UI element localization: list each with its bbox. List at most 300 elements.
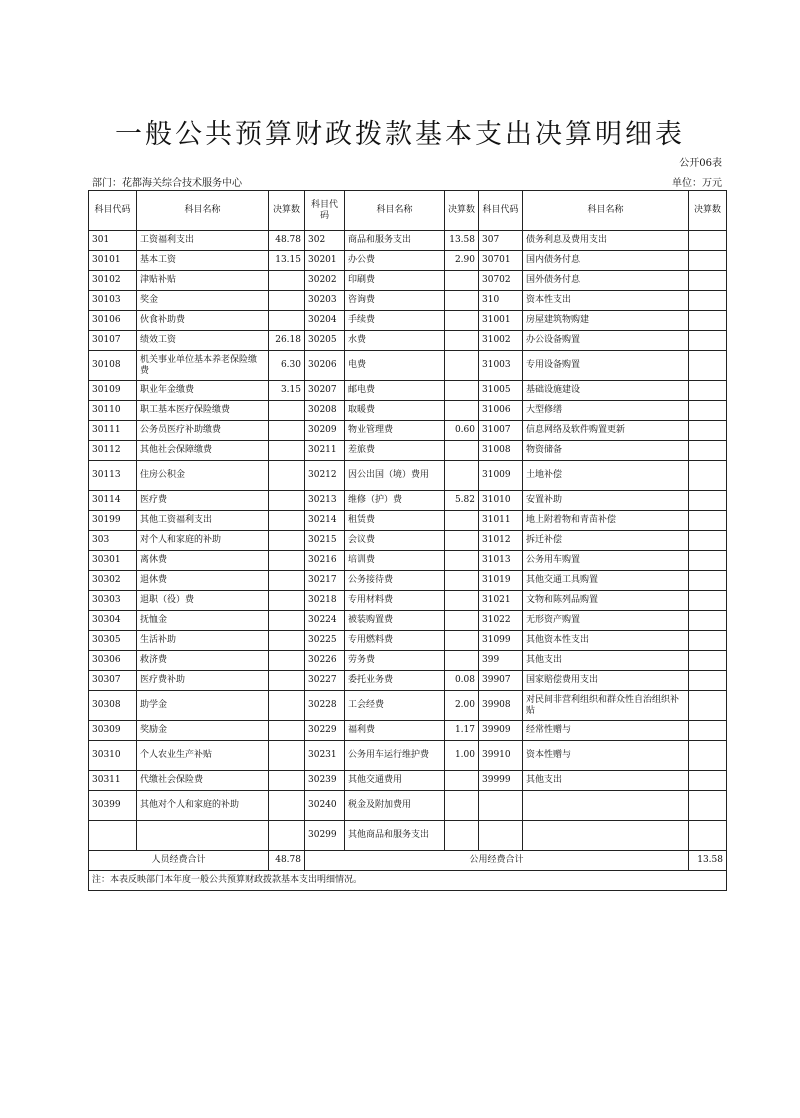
table-row bbox=[89, 771, 727, 791]
cell-name: 代缴社会保险费 bbox=[137, 771, 269, 791]
cell-code: 30239 bbox=[305, 771, 345, 791]
table-row bbox=[89, 231, 727, 251]
cell-amount bbox=[689, 351, 727, 381]
cell-amount bbox=[269, 611, 305, 631]
cell-code: 30108 bbox=[89, 351, 137, 381]
cell-amount bbox=[445, 821, 479, 851]
cell-code: 30209 bbox=[305, 421, 345, 441]
cell-amount bbox=[445, 511, 479, 531]
cell-amount: 5.82 bbox=[445, 491, 479, 511]
cell-name: 咨询费 bbox=[345, 291, 445, 311]
cell-code: 39909 bbox=[479, 721, 523, 741]
cell-amount bbox=[269, 401, 305, 421]
cell-amount bbox=[689, 511, 727, 531]
header-row bbox=[89, 191, 727, 231]
cell-amount bbox=[689, 821, 727, 851]
cell-code: 30299 bbox=[305, 821, 345, 851]
cell-name: 其他交通费用 bbox=[345, 771, 445, 791]
cell-name: 对民间非营利组织和群众性自治组织补贴 bbox=[523, 691, 689, 721]
cell-name: 培训费 bbox=[345, 551, 445, 571]
cell-amount: 2.00 bbox=[445, 691, 479, 721]
table-row bbox=[89, 511, 727, 531]
cell-amount bbox=[445, 591, 479, 611]
department-label: 部门：花都海关综合技术服务中心 bbox=[92, 178, 242, 189]
cell-code: 31010 bbox=[479, 491, 523, 511]
cell-name: 伙食补助费 bbox=[137, 311, 269, 331]
cell-name: 救济费 bbox=[137, 651, 269, 671]
cell-name: 其他商品和服务支出 bbox=[345, 821, 445, 851]
cell-amount bbox=[269, 511, 305, 531]
cell-amount bbox=[445, 771, 479, 791]
cell-code: 30213 bbox=[305, 491, 345, 511]
cell-name: 债务利息及费用支出 bbox=[523, 231, 689, 251]
cell-amount bbox=[689, 251, 727, 271]
cell-amount bbox=[689, 231, 727, 251]
cell-name: 商品和服务支出 bbox=[345, 231, 445, 251]
cell-code: 310 bbox=[479, 291, 523, 311]
cell-name: 房屋建筑物购建 bbox=[523, 311, 689, 331]
cell-code: 30207 bbox=[305, 381, 345, 401]
header-amount: 决算数 bbox=[445, 191, 479, 231]
cell-name: 基础设施建设 bbox=[523, 381, 689, 401]
cell-amount bbox=[689, 381, 727, 401]
cell-name: 专用材料费 bbox=[345, 591, 445, 611]
table-row bbox=[89, 571, 727, 591]
cell-name: 抚恤金 bbox=[137, 611, 269, 631]
cell-amount bbox=[269, 291, 305, 311]
cell-name: 资本性支出 bbox=[523, 291, 689, 311]
cell-amount bbox=[445, 311, 479, 331]
cell-code: 30211 bbox=[305, 441, 345, 461]
cell-code: 307 bbox=[479, 231, 523, 251]
cell-amount bbox=[445, 291, 479, 311]
cell-amount bbox=[689, 631, 727, 651]
cell-code: 31021 bbox=[479, 591, 523, 611]
cell-code: 31013 bbox=[479, 551, 523, 571]
table-row bbox=[89, 351, 727, 381]
cell-amount bbox=[689, 791, 727, 821]
cell-name: 个人农业生产补贴 bbox=[137, 741, 269, 771]
cell-name: 劳务费 bbox=[345, 651, 445, 671]
cell-code: 31019 bbox=[479, 571, 523, 591]
table-row bbox=[89, 531, 727, 551]
cell-name: 信息网络及软件购置更新 bbox=[523, 421, 689, 441]
cell-amount bbox=[689, 271, 727, 291]
cell-amount bbox=[689, 331, 727, 351]
cell-name: 办公费 bbox=[345, 251, 445, 271]
cell-name: 取暖费 bbox=[345, 401, 445, 421]
page-title: 一般公共预算财政拨款基本支出决算明细表 bbox=[115, 119, 685, 150]
note-row bbox=[89, 871, 727, 891]
cell-code: 31006 bbox=[479, 401, 523, 421]
header-code: 科目代码 bbox=[89, 191, 137, 231]
table-row bbox=[89, 251, 727, 271]
cell-code: 39910 bbox=[479, 741, 523, 771]
header-amount: 决算数 bbox=[269, 191, 305, 231]
cell-name: 退职（役）费 bbox=[137, 591, 269, 611]
cell-amount bbox=[445, 441, 479, 461]
cell-code bbox=[479, 791, 523, 821]
cell-code: 30202 bbox=[305, 271, 345, 291]
cell-amount bbox=[689, 551, 727, 571]
cell-code: 30217 bbox=[305, 571, 345, 591]
cell-code: 30303 bbox=[89, 591, 137, 611]
cell-code: 30112 bbox=[89, 441, 137, 461]
cell-code: 30102 bbox=[89, 271, 137, 291]
cell-amount bbox=[269, 791, 305, 821]
cell-code: 39999 bbox=[479, 771, 523, 791]
cell-amount bbox=[689, 611, 727, 631]
cell-amount bbox=[689, 571, 727, 591]
cell-amount: 0.60 bbox=[445, 421, 479, 441]
cell-code: 30208 bbox=[305, 401, 345, 421]
cell-code: 30701 bbox=[479, 251, 523, 271]
cell-amount bbox=[269, 631, 305, 651]
cell-name: 无形资产购置 bbox=[523, 611, 689, 631]
cell-name: 奖励金 bbox=[137, 721, 269, 741]
table-row bbox=[89, 631, 727, 651]
cell-code bbox=[89, 821, 137, 851]
cell-amount bbox=[269, 571, 305, 591]
cell-amount bbox=[445, 381, 479, 401]
cell-amount bbox=[269, 551, 305, 571]
cell-code: 303 bbox=[89, 531, 137, 551]
cell-name: 职工基本医疗保险缴费 bbox=[137, 401, 269, 421]
cell-amount: 6.30 bbox=[269, 351, 305, 381]
table-row bbox=[89, 691, 727, 721]
cell-name: 安置补助 bbox=[523, 491, 689, 511]
cell-code: 31007 bbox=[479, 421, 523, 441]
table-row bbox=[89, 311, 727, 331]
cell-code: 30229 bbox=[305, 721, 345, 741]
cell-code: 30111 bbox=[89, 421, 137, 441]
header-name: 科目名称 bbox=[523, 191, 689, 231]
expenditure-table bbox=[88, 190, 727, 891]
cell-name: 其他支出 bbox=[523, 771, 689, 791]
table-note: 注：本表反映部门本年度一般公共预算财政拨款基本支出明细情况。 bbox=[89, 871, 727, 891]
cell-amount bbox=[445, 351, 479, 381]
cell-code: 30106 bbox=[89, 311, 137, 331]
table-row bbox=[89, 591, 727, 611]
cell-name: 其他对个人和家庭的补助 bbox=[137, 791, 269, 821]
cell-name: 邮电费 bbox=[345, 381, 445, 401]
cell-name: 手续费 bbox=[345, 311, 445, 331]
cell-code: 31011 bbox=[479, 511, 523, 531]
table-row bbox=[89, 271, 727, 291]
cell-amount bbox=[689, 671, 727, 691]
cell-code: 30228 bbox=[305, 691, 345, 721]
cell-name: 专用设备购置 bbox=[523, 351, 689, 381]
cell-name: 电费 bbox=[345, 351, 445, 381]
cell-name: 医疗费补助 bbox=[137, 671, 269, 691]
cell-code: 39908 bbox=[479, 691, 523, 721]
cell-amount bbox=[445, 571, 479, 591]
cell-amount bbox=[269, 821, 305, 851]
cell-amount bbox=[269, 531, 305, 551]
cell-code: 30702 bbox=[479, 271, 523, 291]
cell-amount: 1.00 bbox=[445, 741, 479, 771]
table-row bbox=[89, 461, 727, 491]
cell-code: 302 bbox=[305, 231, 345, 251]
cell-amount bbox=[445, 631, 479, 651]
table-row bbox=[89, 741, 727, 771]
cell-amount bbox=[445, 551, 479, 571]
cell-name: 退休费 bbox=[137, 571, 269, 591]
cell-amount bbox=[445, 271, 479, 291]
personnel-total-value: 48.78 bbox=[269, 851, 305, 871]
table-row bbox=[89, 381, 727, 401]
cell-code: 30101 bbox=[89, 251, 137, 271]
cell-amount bbox=[689, 491, 727, 511]
cell-name: 公务用车购置 bbox=[523, 551, 689, 571]
cell-name: 国家赔偿费用支出 bbox=[523, 671, 689, 691]
cell-amount: 3.15 bbox=[269, 381, 305, 401]
cell-code: 30199 bbox=[89, 511, 137, 531]
cell-name: 专用燃料费 bbox=[345, 631, 445, 651]
cell-name: 办公设备购置 bbox=[523, 331, 689, 351]
cell-code: 30203 bbox=[305, 291, 345, 311]
table-row bbox=[89, 671, 727, 691]
cell-name: 会议费 bbox=[345, 531, 445, 551]
cell-code: 30107 bbox=[89, 331, 137, 351]
cell-name: 离休费 bbox=[137, 551, 269, 571]
cell-name: 职业年金缴费 bbox=[137, 381, 269, 401]
cell-code: 31003 bbox=[479, 351, 523, 381]
cell-name: 工资福利支出 bbox=[137, 231, 269, 251]
cell-code: 30306 bbox=[89, 651, 137, 671]
cell-name: 其他工资福利支出 bbox=[137, 511, 269, 531]
cell-amount: 13.15 bbox=[269, 251, 305, 271]
cell-code: 30224 bbox=[305, 611, 345, 631]
table-row bbox=[89, 331, 727, 351]
cell-amount bbox=[689, 741, 727, 771]
table-row bbox=[89, 611, 727, 631]
table-row bbox=[89, 441, 727, 461]
cell-code: 39907 bbox=[479, 671, 523, 691]
cell-code: 30204 bbox=[305, 311, 345, 331]
cell-amount bbox=[269, 671, 305, 691]
cell-code: 30225 bbox=[305, 631, 345, 651]
cell-code: 30114 bbox=[89, 491, 137, 511]
cell-amount bbox=[689, 291, 727, 311]
cell-name: 机关事业单位基本养老保险缴费 bbox=[137, 351, 269, 381]
totals-row bbox=[89, 851, 727, 871]
cell-name: 委托业务费 bbox=[345, 671, 445, 691]
cell-name: 文物和陈列品购置 bbox=[523, 591, 689, 611]
cell-amount bbox=[689, 651, 727, 671]
cell-code: 30206 bbox=[305, 351, 345, 381]
cell-amount bbox=[445, 651, 479, 671]
cell-name: 医疗费 bbox=[137, 491, 269, 511]
cell-name: 国外债务付息 bbox=[523, 271, 689, 291]
cell-code: 30302 bbox=[89, 571, 137, 591]
cell-name: 因公出国（境）费用 bbox=[345, 461, 445, 491]
cell-name: 公务接待费 bbox=[345, 571, 445, 591]
cell-code: 31008 bbox=[479, 441, 523, 461]
cell-code: 31002 bbox=[479, 331, 523, 351]
cell-code: 30215 bbox=[305, 531, 345, 551]
header-code: 科目代码 bbox=[305, 191, 345, 231]
cell-name: 物业管理费 bbox=[345, 421, 445, 441]
cell-amount bbox=[689, 531, 727, 551]
table-row bbox=[89, 401, 727, 421]
cell-amount bbox=[445, 531, 479, 551]
cell-amount bbox=[269, 421, 305, 441]
cell-name: 其他资本性支出 bbox=[523, 631, 689, 651]
cell-code: 30109 bbox=[89, 381, 137, 401]
cell-amount bbox=[269, 271, 305, 291]
cell-name: 生活补助 bbox=[137, 631, 269, 651]
cell-code: 30216 bbox=[305, 551, 345, 571]
cell-code: 30308 bbox=[89, 691, 137, 721]
cell-amount bbox=[269, 441, 305, 461]
cell-name: 印刷费 bbox=[345, 271, 445, 291]
cell-name: 福利费 bbox=[345, 721, 445, 741]
cell-code: 30307 bbox=[89, 671, 137, 691]
cell-code: 31009 bbox=[479, 461, 523, 491]
cell-amount: 1.17 bbox=[445, 721, 479, 741]
cell-amount bbox=[689, 591, 727, 611]
cell-amount bbox=[269, 651, 305, 671]
cell-code: 30113 bbox=[89, 461, 137, 491]
cell-amount: 26.18 bbox=[269, 331, 305, 351]
cell-code bbox=[479, 821, 523, 851]
cell-name: 拆迁补偿 bbox=[523, 531, 689, 551]
cell-code: 30240 bbox=[305, 791, 345, 821]
cell-code: 30103 bbox=[89, 291, 137, 311]
cell-code: 30305 bbox=[89, 631, 137, 651]
cell-amount bbox=[689, 441, 727, 461]
cell-name: 其他交通工具购置 bbox=[523, 571, 689, 591]
cell-name: 经常性赠与 bbox=[523, 721, 689, 741]
cell-code: 30226 bbox=[305, 651, 345, 671]
personnel-total-label: 人员经费合计 bbox=[89, 851, 269, 871]
cell-amount: 2.90 bbox=[445, 251, 479, 271]
public-total-label: 公用经费合计 bbox=[305, 851, 689, 871]
table-row bbox=[89, 291, 727, 311]
cell-code: 30110 bbox=[89, 401, 137, 421]
cell-name: 其他支出 bbox=[523, 651, 689, 671]
cell-amount bbox=[689, 461, 727, 491]
cell-code: 30311 bbox=[89, 771, 137, 791]
header-name: 科目名称 bbox=[345, 191, 445, 231]
cell-name: 工会经费 bbox=[345, 691, 445, 721]
cell-amount bbox=[689, 401, 727, 421]
cell-name: 国内债务付息 bbox=[523, 251, 689, 271]
cell-amount: 13.58 bbox=[445, 231, 479, 251]
cell-code: 30218 bbox=[305, 591, 345, 611]
table-row bbox=[89, 551, 727, 571]
cell-amount bbox=[269, 741, 305, 771]
cell-code: 30399 bbox=[89, 791, 137, 821]
cell-amount bbox=[269, 461, 305, 491]
cell-code: 30304 bbox=[89, 611, 137, 631]
cell-amount bbox=[269, 691, 305, 721]
cell-name: 被装购置费 bbox=[345, 611, 445, 631]
cell-amount bbox=[689, 721, 727, 741]
cell-code: 31005 bbox=[479, 381, 523, 401]
cell-amount: 0.08 bbox=[445, 671, 479, 691]
cell-code: 30227 bbox=[305, 671, 345, 691]
table-row bbox=[89, 651, 727, 671]
cell-code: 399 bbox=[479, 651, 523, 671]
header-name: 科目名称 bbox=[137, 191, 269, 231]
cell-amount bbox=[445, 791, 479, 821]
cell-name: 公务员医疗补助缴费 bbox=[137, 421, 269, 441]
header-code: 科目代码 bbox=[479, 191, 523, 231]
cell-name: 住房公积金 bbox=[137, 461, 269, 491]
cell-amount: 48.78 bbox=[269, 231, 305, 251]
cell-amount bbox=[269, 311, 305, 331]
cell-name bbox=[523, 791, 689, 821]
cell-name: 大型修缮 bbox=[523, 401, 689, 421]
cell-name: 助学金 bbox=[137, 691, 269, 721]
cell-amount bbox=[269, 771, 305, 791]
public-total-value: 13.58 bbox=[689, 851, 727, 871]
cell-name: 土地补偿 bbox=[523, 461, 689, 491]
cell-code: 31012 bbox=[479, 531, 523, 551]
cell-name: 租赁费 bbox=[345, 511, 445, 531]
cell-amount bbox=[689, 311, 727, 331]
cell-name: 绩效工资 bbox=[137, 331, 269, 351]
cell-code: 30205 bbox=[305, 331, 345, 351]
cell-amount bbox=[269, 591, 305, 611]
table-row bbox=[89, 821, 727, 851]
cell-name: 水费 bbox=[345, 331, 445, 351]
cell-name: 公务用车运行维护费 bbox=[345, 741, 445, 771]
cell-name: 津贴补贴 bbox=[137, 271, 269, 291]
table-row bbox=[89, 721, 727, 741]
cell-name: 差旅费 bbox=[345, 441, 445, 461]
cell-amount bbox=[445, 331, 479, 351]
cell-code: 30201 bbox=[305, 251, 345, 271]
cell-name: 奖金 bbox=[137, 291, 269, 311]
cell-code: 30231 bbox=[305, 741, 345, 771]
cell-code: 30310 bbox=[89, 741, 137, 771]
cell-name: 其他社会保障缴费 bbox=[137, 441, 269, 461]
cell-name: 物资储备 bbox=[523, 441, 689, 461]
table-row bbox=[89, 421, 727, 441]
cell-code: 31001 bbox=[479, 311, 523, 331]
form-number: 公开06表 bbox=[679, 158, 722, 169]
cell-code: 30212 bbox=[305, 461, 345, 491]
header-amount: 决算数 bbox=[689, 191, 727, 231]
cell-code: 31099 bbox=[479, 631, 523, 651]
cell-amount bbox=[689, 691, 727, 721]
cell-name: 地上附着物和青苗补偿 bbox=[523, 511, 689, 531]
table-row bbox=[89, 791, 727, 821]
unit-label: 单位：万元 bbox=[672, 178, 722, 189]
cell-amount bbox=[689, 421, 727, 441]
cell-code: 30309 bbox=[89, 721, 137, 741]
cell-amount bbox=[445, 611, 479, 631]
cell-name: 基本工资 bbox=[137, 251, 269, 271]
table-row bbox=[89, 491, 727, 511]
cell-amount bbox=[445, 401, 479, 421]
cell-name: 税金及附加费用 bbox=[345, 791, 445, 821]
cell-name bbox=[523, 821, 689, 851]
cell-name bbox=[137, 821, 269, 851]
cell-code: 30301 bbox=[89, 551, 137, 571]
cell-amount bbox=[269, 491, 305, 511]
cell-code: 31022 bbox=[479, 611, 523, 631]
cell-name: 对个人和家庭的补助 bbox=[137, 531, 269, 551]
cell-name: 维修（护）费 bbox=[345, 491, 445, 511]
cell-name: 资本性赠与 bbox=[523, 741, 689, 771]
cell-amount bbox=[445, 461, 479, 491]
cell-code: 30214 bbox=[305, 511, 345, 531]
cell-code: 301 bbox=[89, 231, 137, 251]
